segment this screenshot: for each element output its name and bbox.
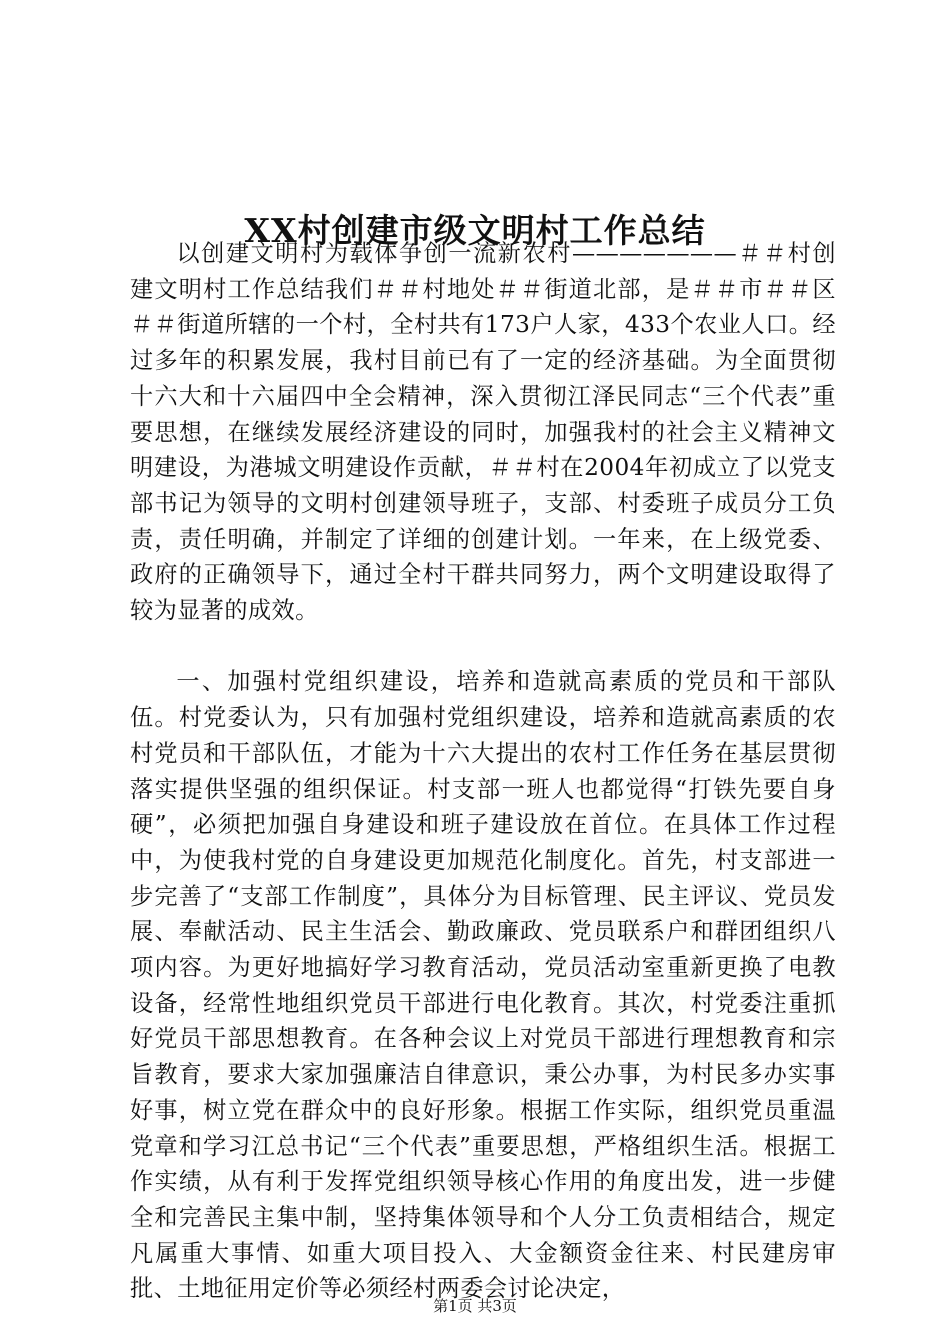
document-title: XX村创建市级文明村工作总结 <box>244 211 706 251</box>
paragraph-intro: 以创建文明村为载体争创一流新农村———————＃＃村创建文明村工作总结我们＃＃村地处＃＃街道北部，是＃＃市＃＃区＃＃街道所辖的一个村，全村共有173户人家，433个农业人口。经过多年的积累发展，我村目前已有了一定的经济基础。为全面贯彻十六大和十六届四中全会精神，深入贯彻江泽民同志“三个代表”重要思想，在继续发展经济建设的同时，加强我村的社会主义精神文明建设，为港城文明建设作贡献，＃＃村在2004年初成立了以党支部书记为领导的文明村创建领导班子，支部、村委班子成员分工负责，责任明确，并制定了详细的创建计划。一年来，在上级党委、政府的正确领导下，通过全村干群共同努力，两个文明建设取得了较为显著的成效。 <box>130 240 836 625</box>
page-footer: 第1页 共3页 <box>433 1297 517 1315</box>
paragraph-gap <box>130 629 836 665</box>
document-body <box>130 236 836 1307</box>
paragraph-section-one: 一、加强村党组织建设，培养和造就高素质的党员和干部队伍。村党委认为，只有加强村党组织建设，培养和造就高素质的农村党员和干部队伍，才能为十六大提出的农村工作任务在基层贯彻落实提供坚强的组织保证。村支部一班人也都觉得“打铁先要自身硬”，必须把加强自身建设和班子建设放在首位。在具体工作过程中，为使我村党的自身建设更加规范化制度化。首先，村支部进一步完善了“支部工作制度”，具体分为目标管理、民主评议、党员发展、奉献活动、民主生活会、勤政廉政、党员联系户和群团组织八项内容。为更好地搞好学习教育活动，党员活动室重新更换了电教设备，经常性地组织党员干部进行电化教育。其次，村党委注重抓好党员干部思想教育。在各种会议上对党员干部进行理想教育和宗旨教育，要求大家加强廉洁自律意识，秉公办事，为村民多办实事好事，树立党在群众中的良好形象。根据工作实际，组织党员重温党章和学习江总书记“三个代表”重要思想，严格组织生活。根据工作实绩，从有利于发挥党组织领导核心作用的角度出发，进一步健全和完善民主集中制，坚持集体领导和个人分工负责相结合，规定凡属重大事情、如重大项目投入、大金额资金往来、村民建房审批、土地征用定价等必须经村两委会讨论决定， <box>130 668 836 1303</box>
